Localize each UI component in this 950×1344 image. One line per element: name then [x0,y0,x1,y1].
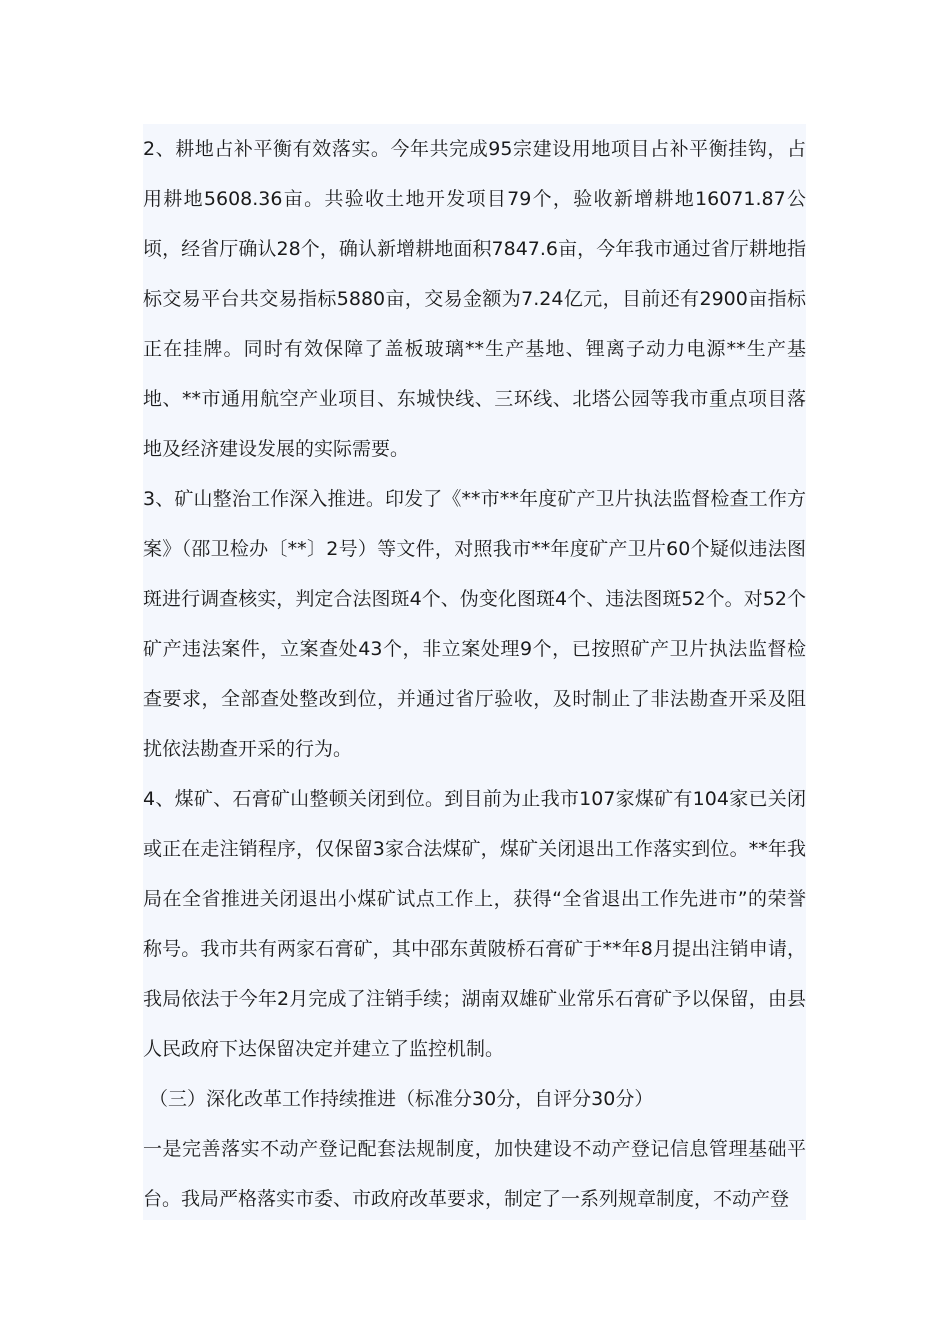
paragraph-mine-closure: 4、煤矿、石膏矿山整顿关闭到位。到目前为止我市107家煤矿有104家已关闭或正在走注销程序，仅保留3家合法煤矿，煤矿关闭退出工作落实到位。**年我局在全省推进关闭退出小煤矿试点工作上，获得“全省退出工作先进市”的荣誉称号。我市共有两家石膏矿，其中邵东黄陂桥石膏矿于**年8月提出注销申请，我局依法于今年2月完成了注销手续；湖南双雄矿业常乐石膏矿予以保留，由县人民政府下达保留决定并建立了监控机制。 [143,788,806,1060]
section-heading-reform: （三）深化改革工作持续推进（标准分30分，自评分30分） [149,1088,654,1110]
paragraph-mine-rectification: 3、矿山整治工作深入推进。印发了《**市**年度矿产卫片执法监督检查工作方案》（邵卫检办〔**〕2号）等文件，对照我市**年度矿产卫片60个疑似违法图斑进行调查核实，判定合法图斑4个、伪变化图斑4个、违法图斑52个。对52个矿产违法案件，立案查处43个，非立案处理9个，已按照矿产卫片执法监督检查要求，全部查处整改到位，并通过省厅验收，及时制止了非法勘查开采及阻扰依法勘查开采的行为。 [143,488,806,760]
document-text-block [143,124,806,1220]
paragraph-real-estate-registration: 一是完善落实不动产登记配套法规制度，加快建设不动产登记信息管理基础平台。我局严格落实市委、市政府改革要求，制定了一系列规章制度，不动产登 [143,1138,806,1210]
paragraph-farmland-balance: 2、耕地占补平衡有效落实。今年共完成95宗建设用地项目占补平衡挂钩，占用耕地5608.36亩。共验收土地开发项目79个，验收新增耕地16071.87公顷，经省厅确认28个，确认新增耕地面积7847.6亩，今年我市通过省厅耕地指标交易平台共交易指标5880亩，交易金额为7.24亿元，目前还有2900亩指标正在挂牌。同时有效保障了盖板玻璃**生产基地、锂离子动力电源**生产基地、**市通用航空产业项目、东城快线、三环线、北塔公园等我市重点项目落地及经济建设发展的实际需要。 [143,138,806,460]
